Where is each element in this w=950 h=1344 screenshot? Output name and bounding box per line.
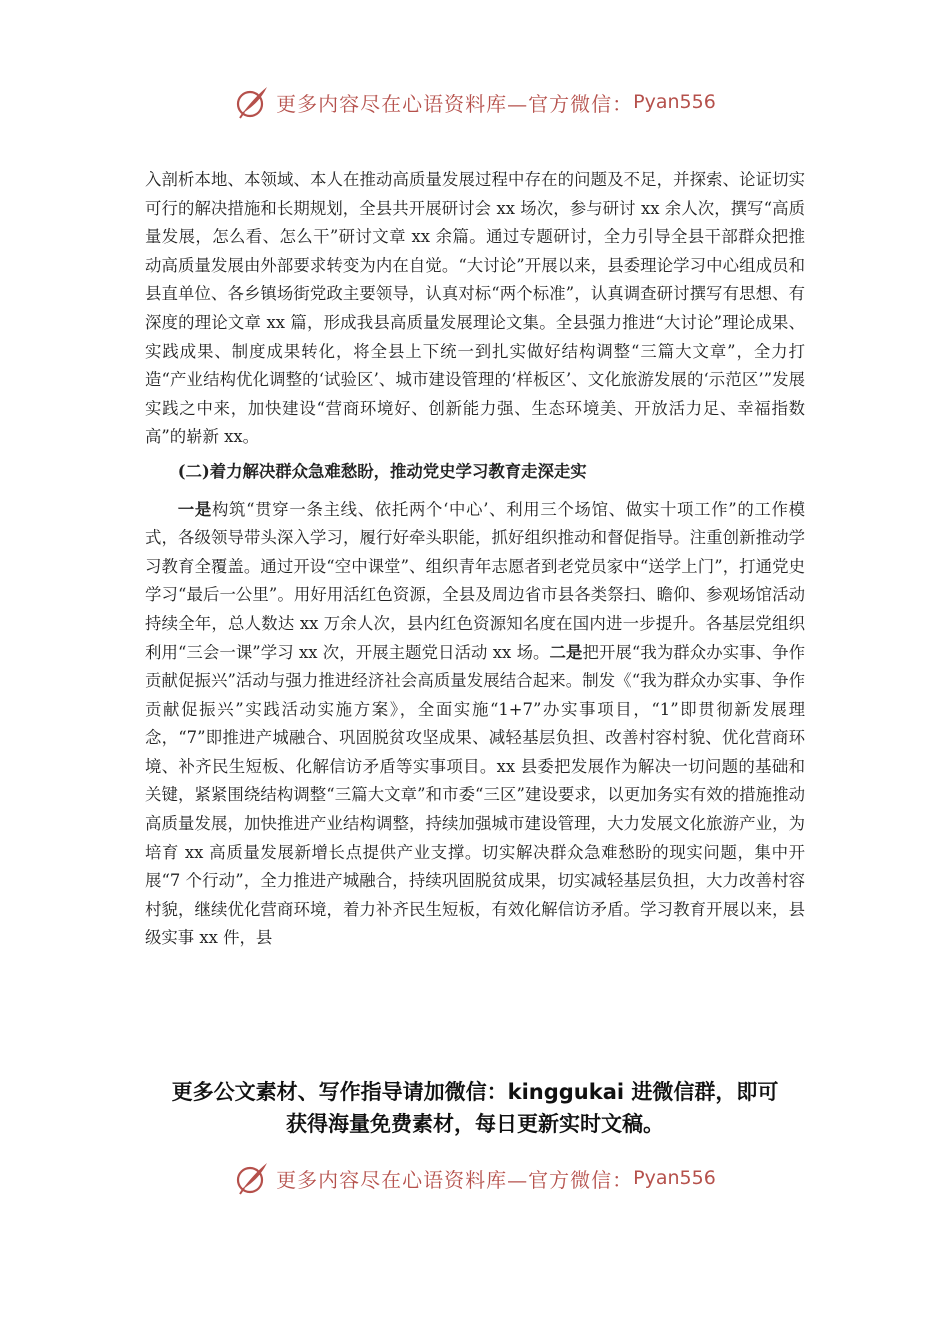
paragraph-2-part-a: 构筑“贯穿一条主线、依托两个‘中心’、利用三个场馆、做实十项工作”的工作模式，各级领导带头深入学习，履行好牵头职能，抓好组织推动和督促指导。注重创新推动学习教育全覆盖。通过开设“空中课堂”、组织青年志愿者到老党员家中“送学上门”，打通党史学习“最后一公里”。用好用活红色资源，全县及周边省市县各类祭扫、瞻仰、参观场馆活动持续全年，总人数达 xx 万余人次，县内红色资源知名度在国内进一步提升。各基层党组织利用“三会一课”学习 xx 次，开展主题党日活动 xx 场。 xyxy=(145,499,805,662)
watermark-text: 更多内容尽在心语资料库—官方微信： xyxy=(276,1167,634,1192)
watermark-id: Pyan556 xyxy=(633,91,716,113)
promo-line-2: 获得海量免费素材，每日更新实时文稿。 xyxy=(286,1112,664,1136)
header-watermark xyxy=(0,82,950,122)
paragraph-2 xyxy=(145,496,805,954)
promo-line-1: 更多公文素材、写作指导请加微信：kinggukai 进微信群，即可 xyxy=(171,1080,779,1104)
watermark-text: 更多内容尽在心语资料库—官方微信： xyxy=(276,91,634,116)
paragraph-1: 入剖析本地、本领域、本人在推动高质量发展过程中存在的问题及不足，并探索、论证切实可行的解决措施和长期规划，全县共开展研讨会 xx 场次，参与研讨 xx 余人次，撰写“高质量发展，怎么看、怎么干”研讨文章 xx 余篇。通过专题研讨，全力引导全县干部群众把推动高质量发展由外部要求转变为内在自觉。“大讨论”开展以来，县委理论学习中心组成员和县直单位、各乡镇场街党政主要领导，认真对标“两个标准”，认真调查研讨撰写有思想、有深度的理论文章 xx 篇，形成我县高质量发展理论文集。全县强力推进“大讨论”理论成果、实践成果、制度成果转化，将全县上下统一到扎实做好结构调整“三篇大文章”，全力打造“产业结构优化调整的‘试验区’、城市建设管理的‘样板区’、文化旅游发展的‘示范区’”发展实践之中来，加快建设“营商环境好、创新能力强、生态环境美、开放活力足、幸福指数高”的崭新 xx。 xyxy=(145,170,805,447)
lead-first: 一是 xyxy=(177,499,212,519)
promo-notice xyxy=(0,1076,950,1140)
quill-logo-icon xyxy=(234,1160,270,1196)
section-heading: (二)着力解决群众急难愁盼，推动党史学习教育走深走实 xyxy=(177,461,587,481)
lead-second: 二是 xyxy=(549,642,583,662)
footer-watermark xyxy=(0,1158,950,1198)
quill-logo-icon xyxy=(234,84,270,120)
document-body xyxy=(145,166,805,953)
watermark-id: Pyan556 xyxy=(633,1167,716,1189)
paragraph-2-part-b: 把开展“我为群众办实事、争作贡献促振兴”活动与强力推进经济社会高质量发展结合起来。制发《“我为群众办实事、争作贡献促振兴”实践活动实施方案》，全面实施“1+7”办实事项目，“1”即贯彻新发展理念，“7”即推进产城融合、巩固脱贫攻坚成果、减轻基层负担、改善村容村貌、优化营商环境、补齐民生短板、化解信访矛盾等实事项目。xx 县委把发展作为解决一切问题的基础和关键，紧紧围绕结构调整“三篇大文章”和市委“三区”建设要求，以更加务实有效的措施推动高质量发展，加快推进产业结构调整，持续加强城市建设管理，大力发展文化旅游产业，为培育 xx 高质量发展新增长点提供产业支撑。切实解决群众急难愁盼的现实问题，集中开展“7 个行动”，全力推进产城融合，持续巩固脱贫成果，切实减轻基层负担，大力改善村容村貌，继续优化营商环境，着力补齐民生短板，有效化解信访矛盾。学习教育开展以来，县级实事 xx 件，县 xyxy=(145,642,805,948)
